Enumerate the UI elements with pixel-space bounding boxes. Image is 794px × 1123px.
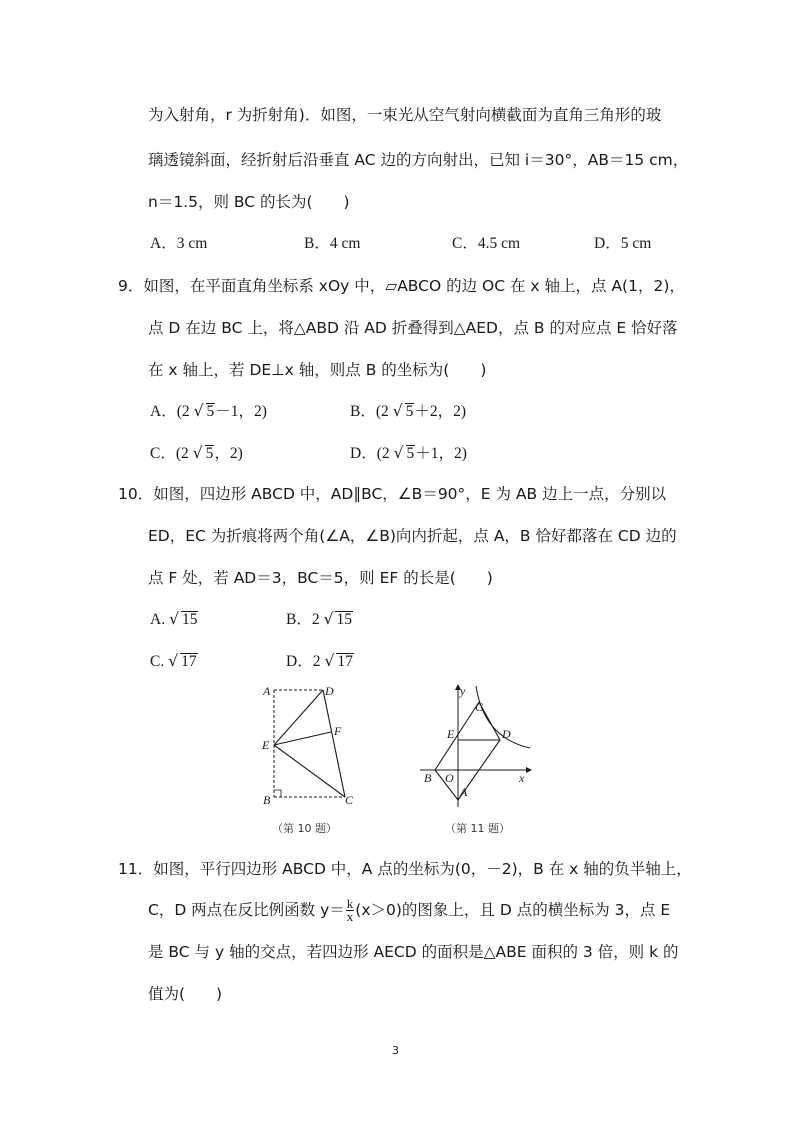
fig10-segment-dc (323, 690, 345, 797)
q11-fraction: $\frac{k}{x}$ (346, 896, 354, 924)
q11-text-line-4: 值为( ) (148, 985, 223, 1003)
fig11-label-d: D (502, 727, 511, 741)
q9-text-line-2: 点 D 在边 BC 上，将△ABD 沿 AD 折叠得到△AED，点 B 的对应点 E 恰好落 (148, 319, 678, 337)
q9-line-1: 如图，在平面直角坐标系 xOy 中，▱ABCO 的边 OC 在 x 轴上，点 A(1，2)， (143, 277, 685, 295)
fig10-label-f: F (334, 724, 342, 738)
q10-text-line-2: ED，EC 为折痕将两个角(∠A，∠B)向内折起，点 A，B 恰好都落在 CD 边的 (148, 527, 677, 545)
fig11-label-y: y (460, 684, 466, 698)
fig10-label-b: B (263, 793, 271, 807)
fig10-label-c: C (345, 793, 354, 807)
q10-option-a: A. √ 15 (150, 610, 198, 628)
fig11-label-o: O (445, 771, 454, 785)
fig10-label-e: E (262, 738, 270, 752)
q8-option-b: B．4 cm (304, 235, 361, 252)
q8-option-d: D．5 cm (594, 235, 652, 252)
q9-option-a: A．(2 √ 5－1，2) (150, 402, 267, 420)
q9-number: 9． (118, 277, 144, 295)
page-number: 3 (392, 1044, 399, 1057)
q11-number: 11． (118, 860, 154, 878)
fig10-label-d: D (325, 684, 334, 698)
q9-option-b: B．(2 √ 5＋2，2) (350, 402, 467, 420)
q8-text-line-2: 璃透镜斜面，经折射后沿垂直 AC 边的方向射出，已知 i＝30°，AB＝15 cm， (148, 151, 689, 169)
figure-q11 (418, 682, 536, 812)
fig11-x-axis-arrow (526, 767, 532, 773)
q9-text-line-3: 在 x 轴上，若 DE⊥x 轴，则点 B 的坐标为( ) (148, 361, 487, 379)
figure-q10 (255, 682, 365, 812)
q8-text-line-3: n＝1.5，则 BC 的长为( ) (148, 193, 350, 211)
fig11-label-x: x (519, 771, 525, 785)
q11-text-line-2: C，D 两点在反比例函数 y＝ $\frac{k}{x}$ (x＞0)的图象上，且 D 点的横坐标为 3，点 E (148, 896, 671, 924)
q8-text-line-1: 为入射角，r 为折射角)．如图，一束光从空气射向横截面为直角三角形的玻 (148, 106, 662, 124)
q10-number: 10． (118, 485, 154, 503)
fig10-label-a: A (263, 684, 271, 698)
q9-text-line-1 (118, 275, 685, 297)
q11-text-line-3: 是 BC 与 y 轴的交点，若四边形 AECD 的面积是△ABE 面积的 3 倍，则 k 的 (148, 943, 679, 961)
q8-option-a: A．3 cm (150, 235, 208, 252)
q10-text-line-1 (118, 483, 666, 505)
q10-option-b: B．2 √ 15 (286, 610, 352, 628)
q11-text-line-1 (118, 858, 692, 880)
q11-line-1: 如图，平行四边形 ABCD 中，A 点的坐标为(0，－2)，B 在 x 轴的负半轴上， (153, 860, 692, 878)
fig10-right-angle-mark (274, 790, 281, 797)
fig10-segment-ed (274, 690, 323, 745)
figure-q10-caption: （第 10 题） (272, 822, 337, 835)
fig11-label-e: E (447, 727, 455, 741)
fig10-segment-ef (274, 732, 331, 745)
fig11-segment-bc (435, 702, 479, 770)
figure-q11-caption: （第 11 题） (445, 822, 510, 835)
fig11-label-b: B (424, 771, 432, 785)
q10-text-line-3: 点 F 处，若 AD＝3，BC＝5，则 EF 的长是( ) (148, 569, 493, 587)
q8-option-c: C．4.5 cm (452, 235, 521, 252)
fig11-label-c: C (475, 700, 484, 714)
q10-option-c: C. √ 17 (150, 652, 197, 670)
q9-option-d: D．(2 √ 5＋1，2) (350, 444, 467, 462)
q9-option-c: C．(2 √ 5，2) (150, 444, 243, 462)
fig11-label-a: A (460, 785, 468, 799)
q10-line-1: 如图，四边形 ABCD 中，AD∥BC，∠B＝90°，E 为 AB 边上一点，分别以 (153, 485, 667, 503)
q10-option-d: D．2 √ 17 (286, 652, 353, 670)
fig10-segment-ec (274, 745, 345, 797)
